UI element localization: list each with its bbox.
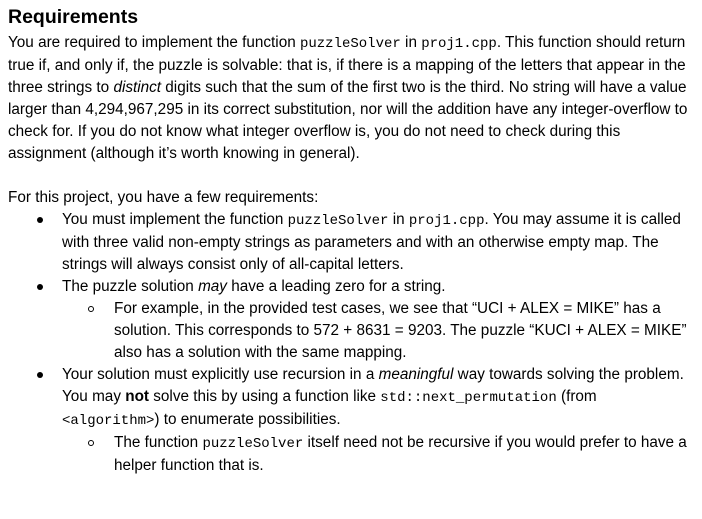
code-function-name: puzzleSolver xyxy=(287,213,389,229)
text-run: have a leading zero for a string. xyxy=(226,278,446,295)
emphasis-text: meaningful xyxy=(378,366,454,383)
text-run: Your solution must explicitly use recursion in a xyxy=(62,366,379,383)
text-run: in xyxy=(388,211,409,228)
code-file-name: proj1.cpp xyxy=(421,36,497,52)
text-run: way towards solving the problem. You may xyxy=(62,366,684,405)
emphasis-text: distinct xyxy=(113,79,162,96)
text-run: ) to enumerate possibilities. xyxy=(154,411,341,428)
text-run: You are required to implement the function xyxy=(8,34,300,51)
text-run: (from xyxy=(556,388,597,405)
emphasis-text: may xyxy=(198,278,227,295)
text-run: The puzzle solution xyxy=(62,278,199,295)
bold-text: not xyxy=(125,388,150,405)
requirement-item-recursion xyxy=(8,364,696,477)
requirement-item-implement xyxy=(8,209,696,276)
code-function-name: puzzleSolver xyxy=(202,436,304,452)
sub-list xyxy=(62,432,696,477)
code-std-function: std::next_permutation xyxy=(380,390,557,406)
requirements-list xyxy=(8,209,696,477)
text-run: in xyxy=(400,34,422,51)
sub-item-example: For example, in the provided test cases, we see that “UCI + ALEX = MIKE” has a solution. This corresponds to 572 + 8631 = 9203. The puzzle “KUCI + ALEX = MIKE” also has a solution with the same mapping. xyxy=(62,298,696,364)
text-run: solve this by using a function like xyxy=(149,388,381,405)
code-header-name: <algorithm> xyxy=(62,413,155,429)
text-run: The function xyxy=(114,434,203,451)
requirement-item-leading-zero xyxy=(8,276,696,364)
text-run: . You may assume it is called with three valid non-empty strings as parameters and with an otherwise empty map. The strings will always consist only of all-capital letters. xyxy=(62,211,681,273)
section-heading: Requirements xyxy=(8,6,139,28)
sub-list xyxy=(62,298,696,364)
sub-item-helper xyxy=(62,432,696,477)
text-run: digits such that the sum of the first two is the third. No string will have a value larger than 4,294,967,295 in its correct substitution, nor will the addition have any integer-overflow to check for. If you do not know what integer overflow is, you do not need to check during this assignment (although it’s worth knowing in general). xyxy=(8,79,688,162)
requirements-intro: For this project, you have a few requirements: xyxy=(8,189,319,206)
text-run: You must implement the function xyxy=(62,211,288,228)
text-run: . This function should return true if, and only if, the puzzle is solvable: that is, if there is a mapping of the letters that appear in the three strings to xyxy=(8,34,686,96)
code-file-name: proj1.cpp xyxy=(408,213,485,229)
code-function-name: puzzleSolver xyxy=(299,36,401,52)
intro-paragraph xyxy=(8,32,696,165)
text-run: itself need not be recursive if you would prefer to have a helper function that is. xyxy=(114,434,687,474)
